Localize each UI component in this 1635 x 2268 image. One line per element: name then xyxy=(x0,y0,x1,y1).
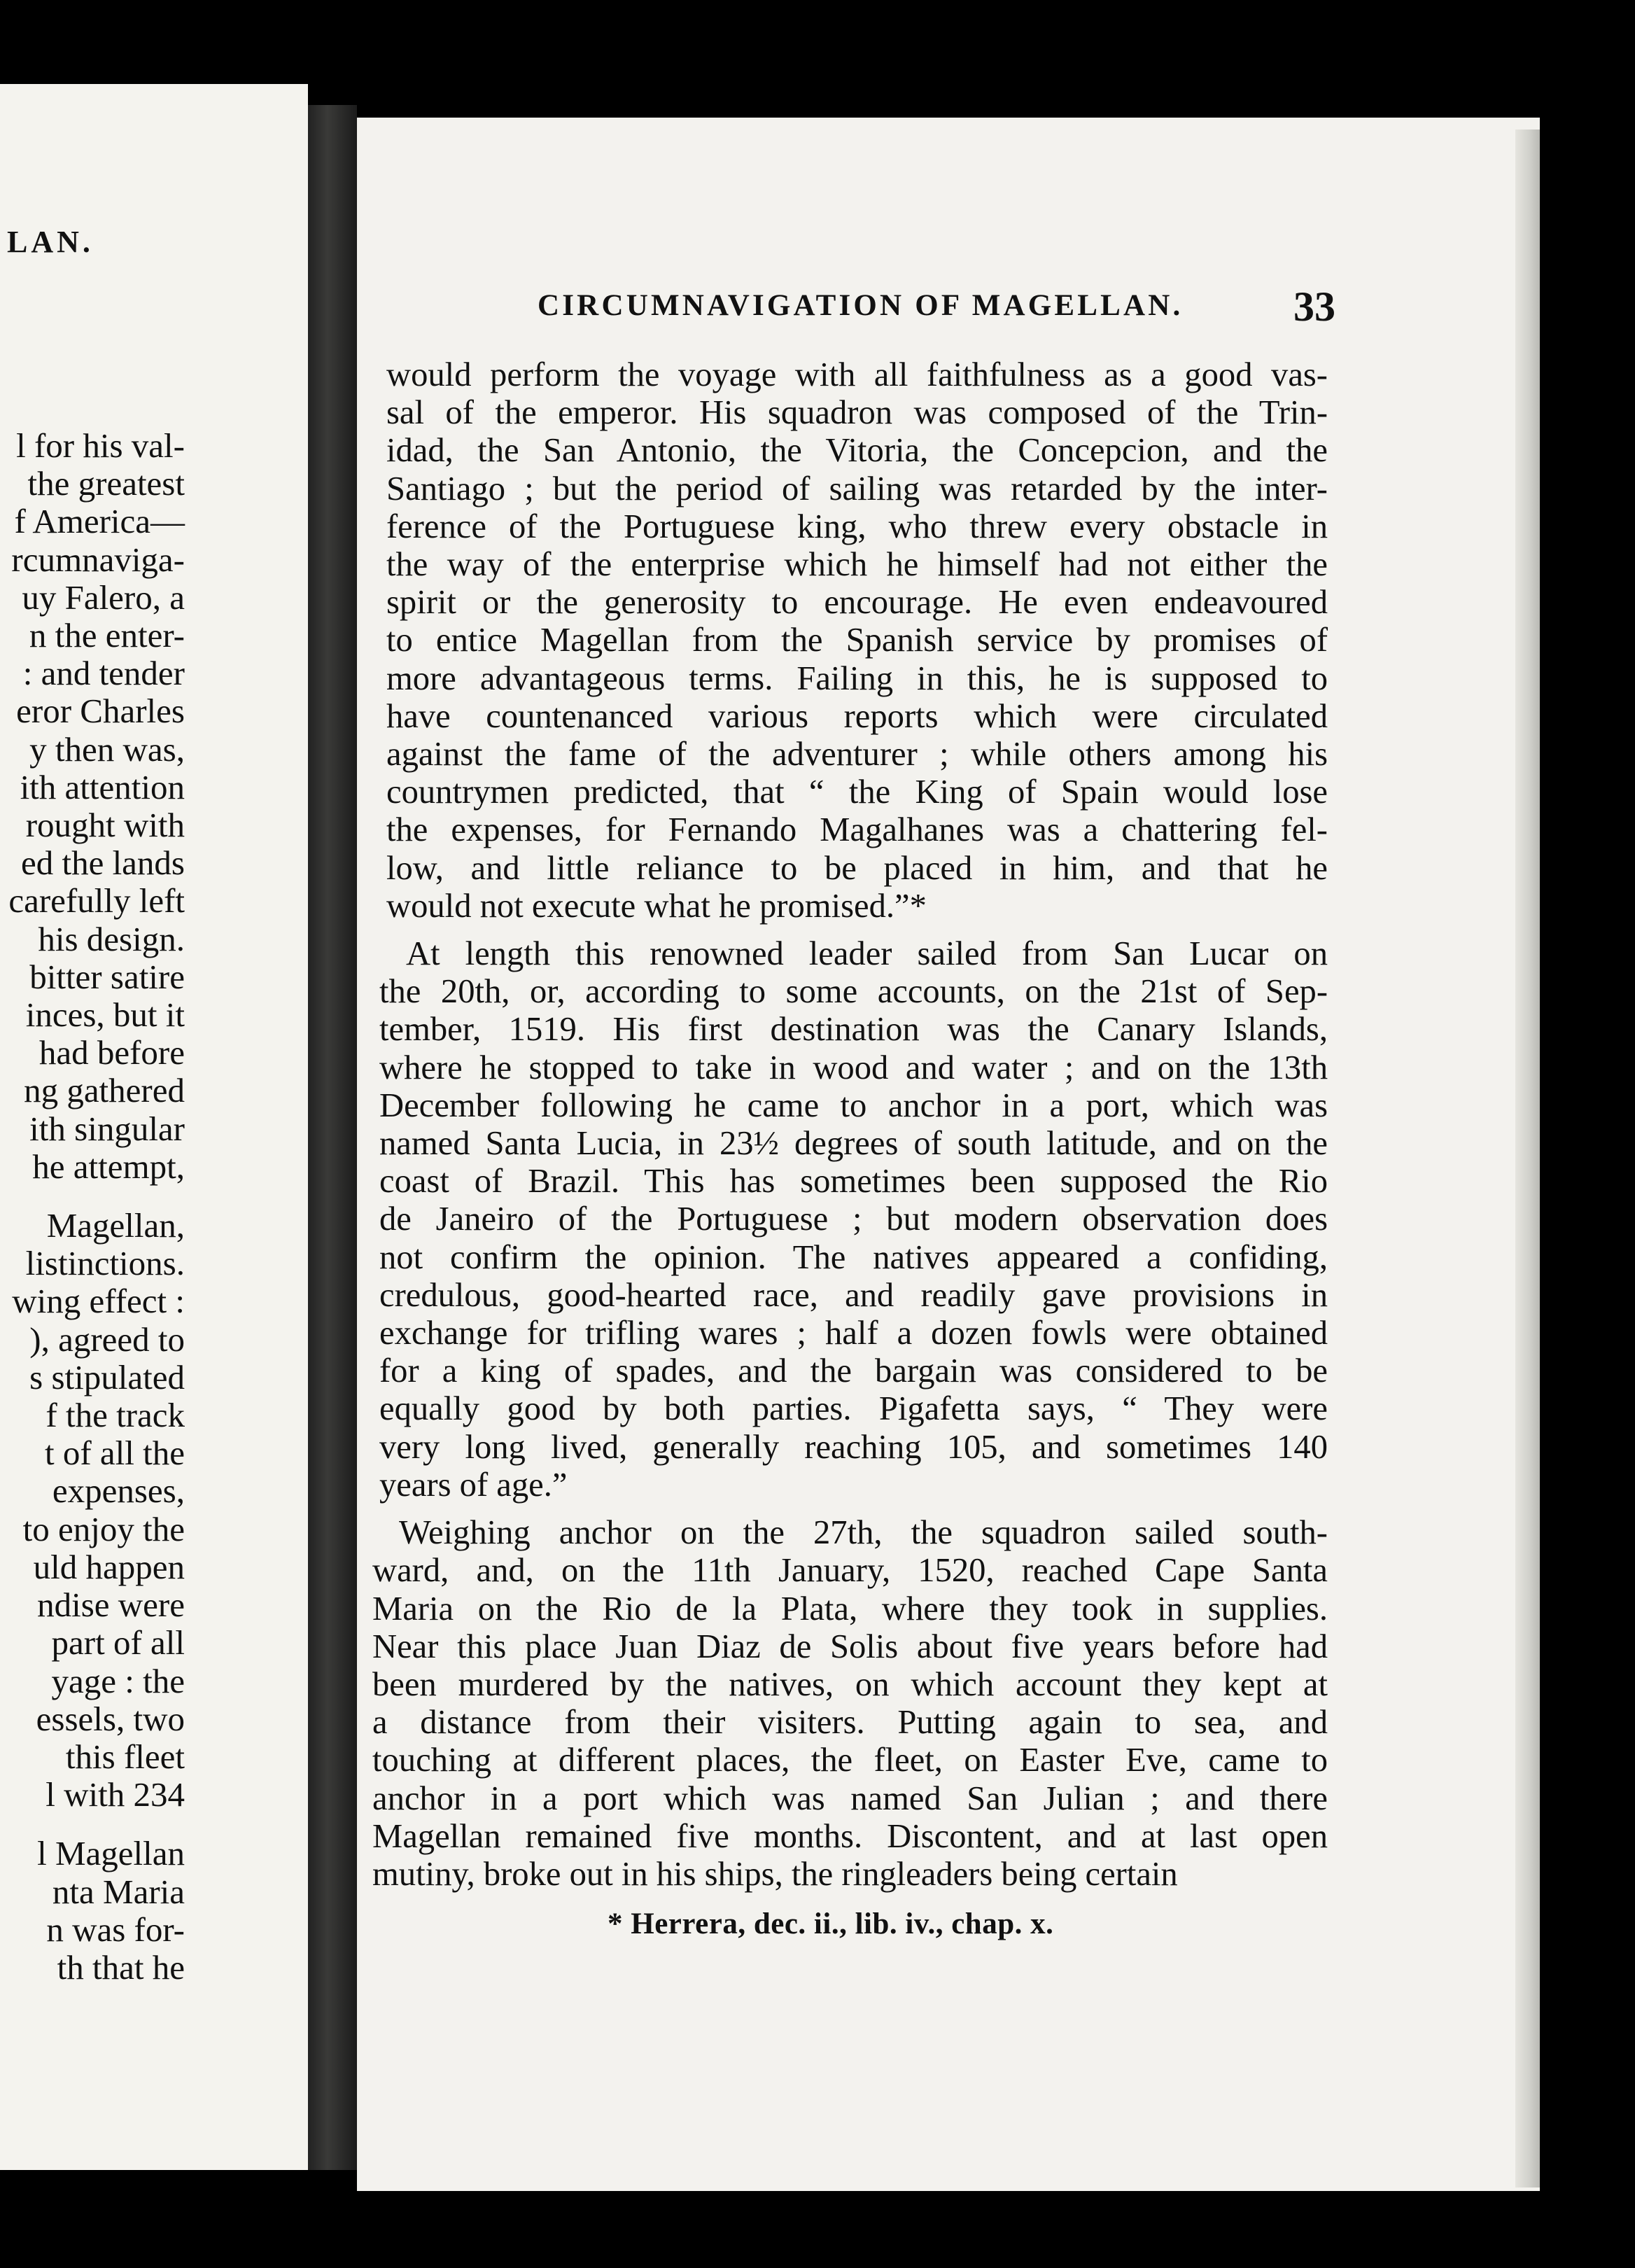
text-line: sal of the emperor. His squadron was composed of the Trin- xyxy=(386,393,1328,432)
left-page-line: carefully left xyxy=(8,881,185,920)
left-page-line: Magellan, xyxy=(46,1206,185,1245)
text-line: touching at different places, the fleet, on Easter Eve, came to xyxy=(372,1741,1328,1779)
text-line: would perform the voyage with all faithfulness as a good vas- xyxy=(386,356,1328,393)
paragraph-2 xyxy=(379,934,1328,1504)
running-head xyxy=(538,284,1335,337)
text-line: named Santa Lucia, in 23½ degrees of south latitude, and on the xyxy=(379,1124,1328,1163)
text-line: anchor in a port which was named San Julian ; and there xyxy=(372,1779,1328,1817)
left-page-line: l with 234 xyxy=(45,1775,185,1814)
left-page-line: l Magellan xyxy=(37,1834,185,1873)
text-line: exchange for trifling wares ; half a dozen fowls were obtained xyxy=(379,1314,1328,1352)
left-page-line: this fleet xyxy=(65,1737,185,1776)
text-line: not confirm the opinion. The natives appeared a confiding, xyxy=(379,1238,1328,1276)
left-page-line: s stipulated xyxy=(29,1357,185,1396)
left-page-line: ed the lands xyxy=(20,844,185,883)
left-page-line: bitter satire xyxy=(29,957,185,996)
footnote: * Herrera, dec. ii., lib. iv., chap. x. xyxy=(608,1907,1054,1940)
left-page-line: listinctions. xyxy=(25,1244,185,1283)
left-page-line: inces, but it xyxy=(25,995,185,1035)
left-running-head: LAN. xyxy=(7,225,94,259)
left-page-line: ith singular xyxy=(29,1109,185,1148)
page-number: 33 xyxy=(1293,284,1335,330)
text-line: more advantageous terms. Failing in this, he is supposed to xyxy=(386,659,1328,697)
running-title: CIRCUMNAVIGATION OF MAGELLAN. xyxy=(538,289,1184,322)
left-page-line: wing effect : xyxy=(12,1282,185,1321)
text-line: Near this place Juan Diaz de Solis about five years before had xyxy=(372,1627,1328,1665)
text-line: to entice Magellan from the Spanish service by promises of xyxy=(386,621,1328,659)
left-page-line: rcumnaviga- xyxy=(11,540,185,579)
left-page-line: his design. xyxy=(38,919,185,958)
text-line: countrymen predicted, that “ the King of Spain would lose xyxy=(386,773,1328,811)
text-line: idad, the San Antonio, the Vitoria, the Concepcion, and the xyxy=(386,431,1328,470)
left-page-line: he attempt, xyxy=(32,1147,185,1186)
text-line: Maria on the Rio de la Plata, where they took in supplies. xyxy=(372,1589,1328,1628)
left-page-line: rought with xyxy=(25,806,185,845)
left-page-line: t of all the xyxy=(44,1434,185,1473)
left-page-line: eror Charles xyxy=(16,692,185,731)
left-page-line: ), agreed to xyxy=(29,1320,185,1359)
text-line: spirit or the generosity to encourage. He even endeavoured xyxy=(386,583,1328,622)
text-line: for a king of spades, and the bargain was considered to be xyxy=(379,1352,1328,1390)
left-page-line: y then was, xyxy=(29,729,185,769)
text-line: a distance from their visiters. Putting again to sea, and xyxy=(372,1703,1328,1742)
text-line: Weighing anchor on the 27th, the squadron sailed south- xyxy=(399,1513,1328,1552)
text-line: mutiny, broke out in his ships, the ringleaders being certain xyxy=(372,1854,1178,1893)
book-gutter xyxy=(308,105,357,2170)
left-page-line: nta Maria xyxy=(52,1872,185,1911)
left-page-line: essels, two xyxy=(36,1699,185,1738)
left-page-line: f the track xyxy=(45,1396,185,1435)
left-page-line: f America— xyxy=(14,502,185,541)
left-page-line xyxy=(8,1186,185,1207)
text-line: the 20th, or, according to some accounts, on the 21st of Sep- xyxy=(379,972,1328,1011)
paragraph-1 xyxy=(386,356,1328,925)
text-line: At length this renowned leader sailed from San Lucar on xyxy=(406,934,1328,973)
text-line: the way of the enterprise which he himself had not either the xyxy=(386,545,1328,584)
text-line: against the fame of the adventurer ; while others among his xyxy=(386,735,1328,774)
left-page-line: had before xyxy=(38,1033,185,1072)
left-page-line: l for his val- xyxy=(16,426,185,465)
body-text xyxy=(372,356,1328,1893)
left-page-text xyxy=(8,427,185,1987)
text-line: years of age.” xyxy=(379,1465,568,1504)
text-line: low, and little reliance to be placed in him, and that he xyxy=(386,848,1328,887)
text-line: the expenses, for Fernando Magalhanes was a chattering fel- xyxy=(386,811,1328,849)
text-line: been murdered by the natives, on which account they kept at xyxy=(372,1665,1328,1703)
text-line: where he stopped to take in wood and water ; and on the 13th xyxy=(379,1048,1328,1086)
left-page-line: yage : the xyxy=(51,1661,185,1700)
left-page-line: to enjoy the xyxy=(22,1509,185,1548)
text-line: Magellan remained five months. Discontent, and at last open xyxy=(372,1816,1328,1855)
text-line: equally good by both parties. Pigafetta says, “ They were xyxy=(379,1390,1328,1428)
left-page-line: ndise were xyxy=(37,1586,185,1625)
text-line: ward, and, on the 11th January, 1520, reached Cape Santa xyxy=(372,1551,1328,1590)
left-page-line: ng gathered xyxy=(24,1071,185,1110)
text-line: December following he came to anchor in a port, which was xyxy=(379,1086,1328,1124)
left-page-line xyxy=(8,1814,185,1835)
left-page-line: uy Falero, a xyxy=(22,578,185,617)
text-line: credulous, good-hearted race, and readily gave provisions in xyxy=(379,1275,1328,1314)
text-line: would not execute what he promised.”* xyxy=(386,886,927,925)
left-page-line: uld happen xyxy=(33,1547,185,1586)
text-line: coast of Brazil. This has sometimes been supposed the Rio xyxy=(379,1162,1328,1200)
left-page-line: part of all xyxy=(51,1623,185,1662)
paragraph-3 xyxy=(372,1513,1328,1893)
left-page xyxy=(0,84,308,2170)
text-line: very long lived, generally reaching 105, and sometimes 140 xyxy=(379,1427,1328,1466)
left-page-line: expenses, xyxy=(52,1471,185,1511)
text-line: Santiago ; but the period of sailing was retarded by the inter- xyxy=(386,469,1328,507)
text-line: tember, 1519. His first destination was the Canary Islands, xyxy=(379,1010,1328,1049)
left-page-line: th that he xyxy=(57,1947,185,1987)
left-page-line: the greatest xyxy=(27,464,185,503)
page-edge xyxy=(1515,130,1540,2188)
text-line: have countenanced various reports which were circulated xyxy=(386,696,1328,735)
text-line: de Janeiro of the Portuguese ; but modern observation does xyxy=(379,1200,1328,1238)
text-line: ference of the Portuguese king, who threw every obstacle in xyxy=(386,507,1328,545)
left-page-line: n the enter- xyxy=(29,616,185,655)
left-page-line: : and tender xyxy=(22,654,185,693)
left-page-line: ith attention xyxy=(20,767,185,806)
left-page-line: n was for- xyxy=(46,1910,185,1949)
